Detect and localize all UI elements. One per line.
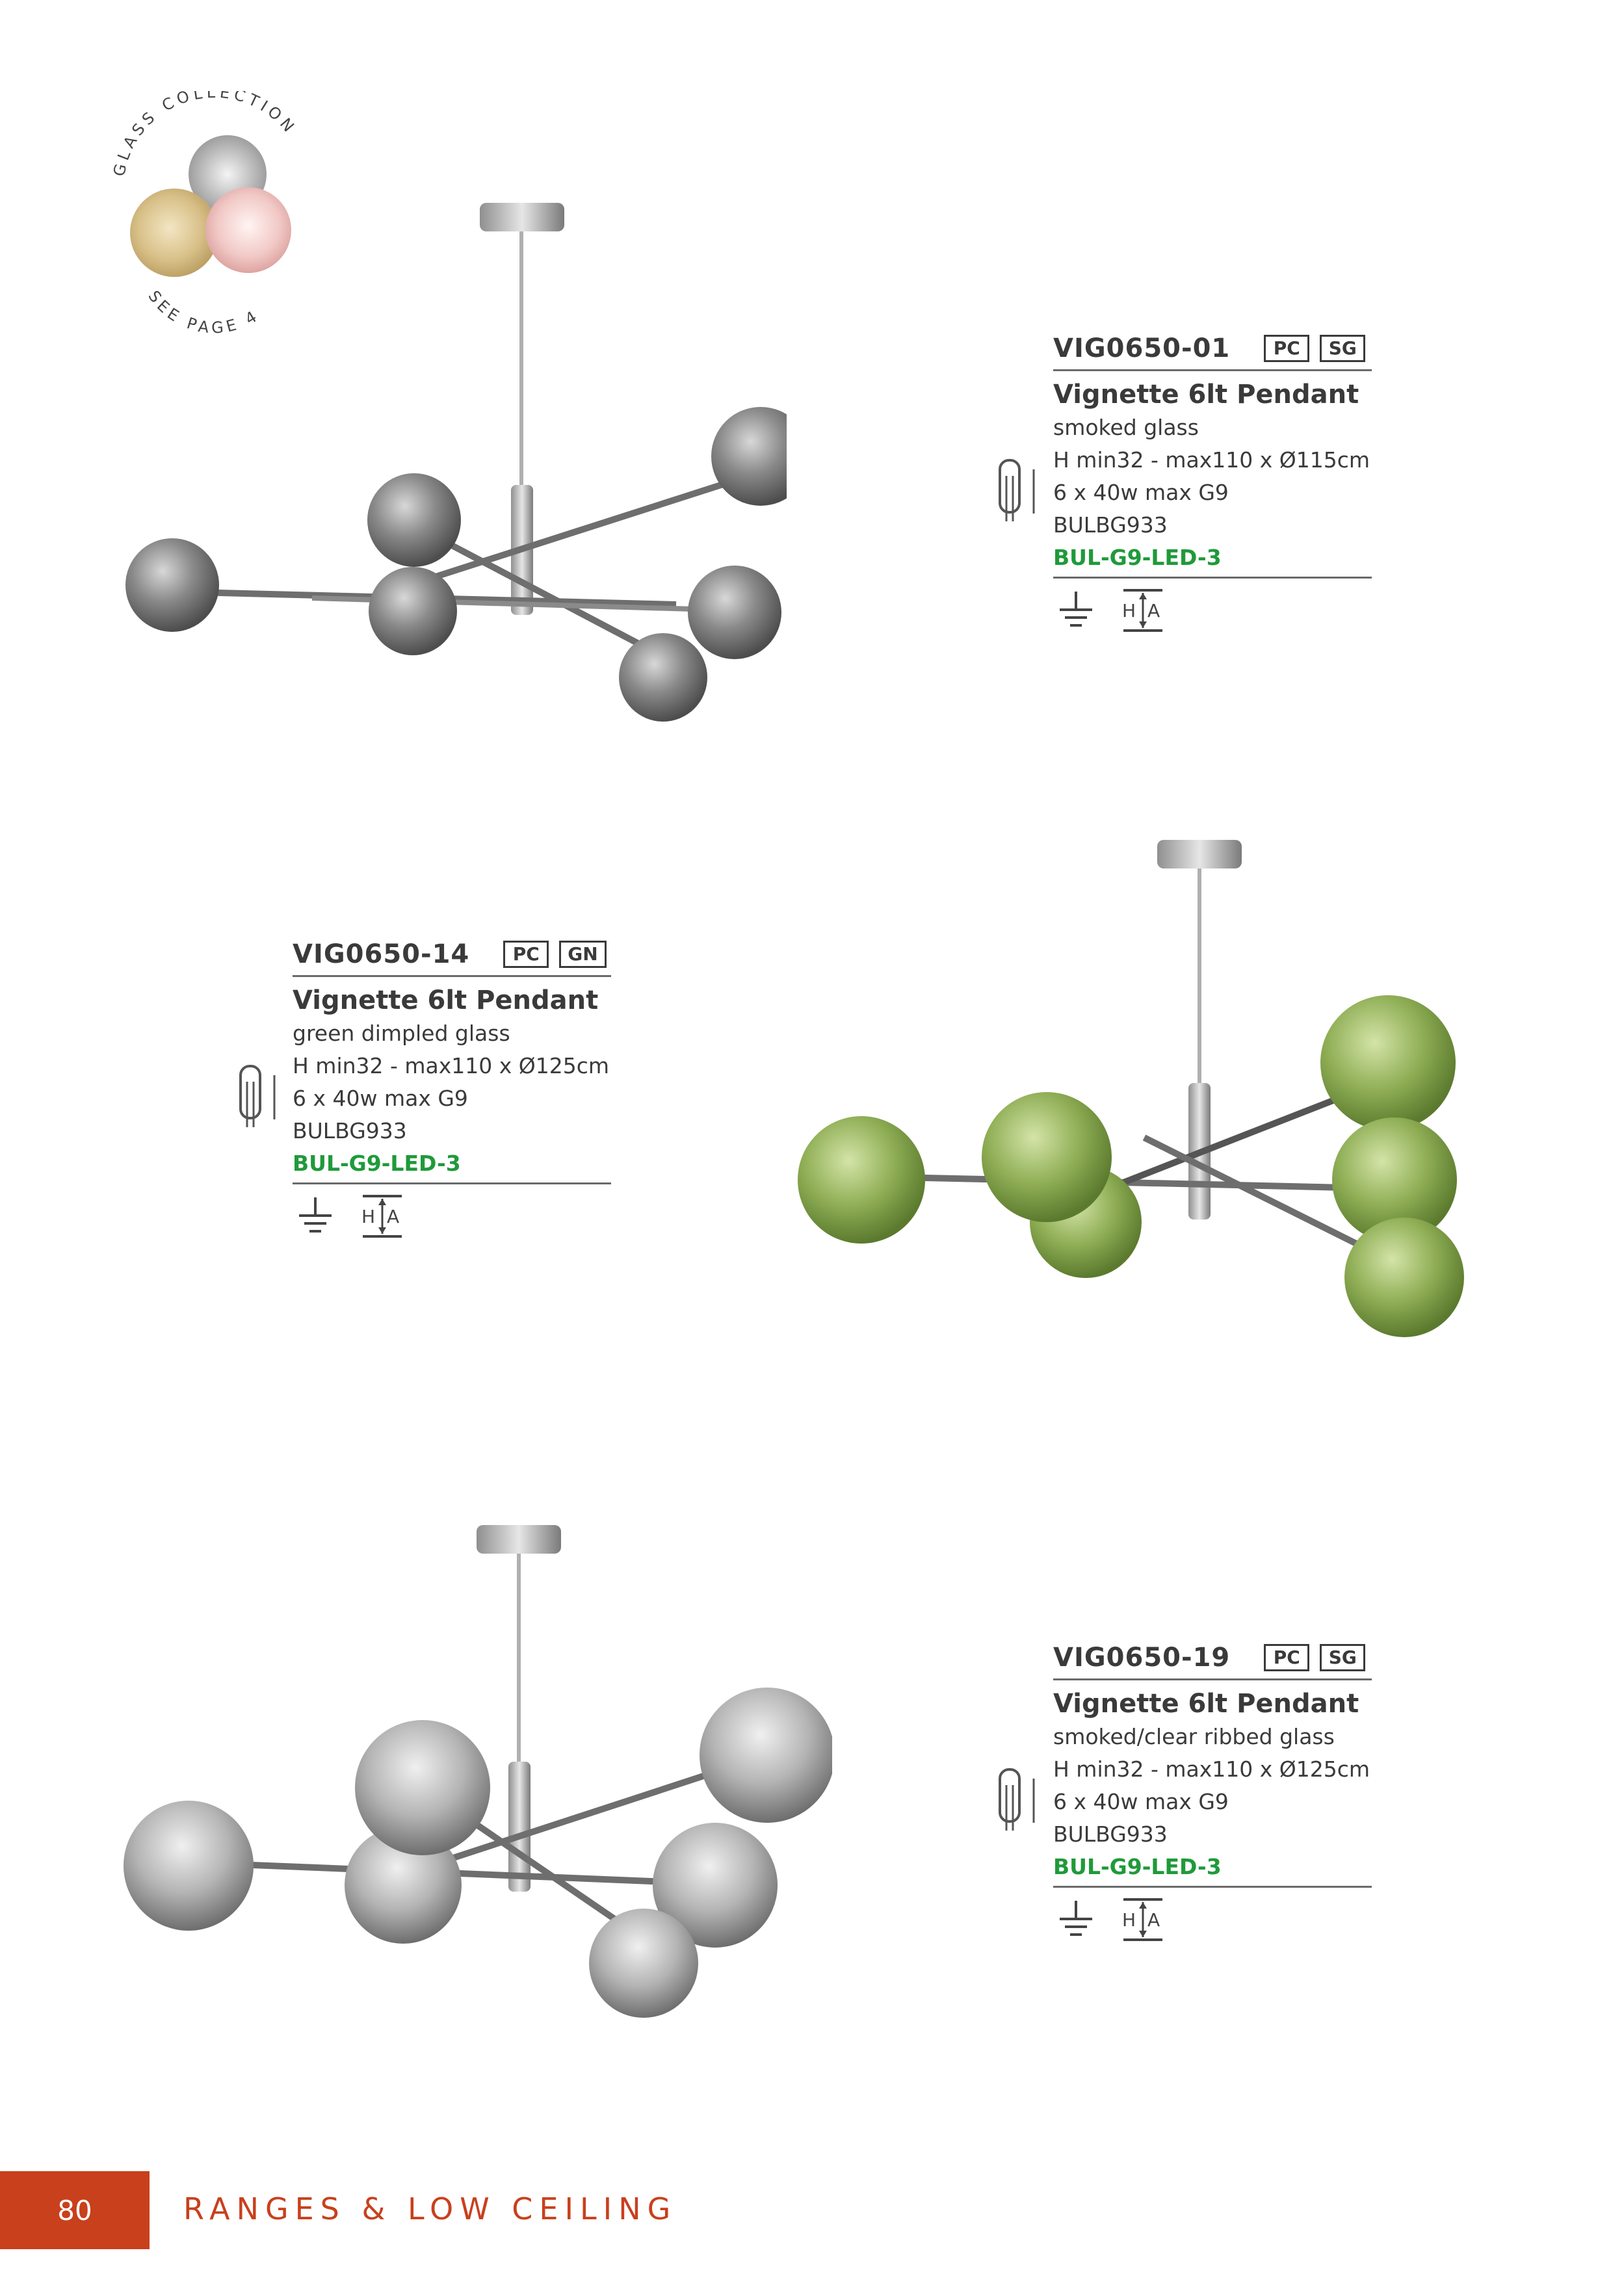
- finish-tag: PC: [1264, 1644, 1309, 1671]
- dimensions: H min32 - max110 x Ø115cm: [1053, 447, 1370, 473]
- bulb-spec: 6 x 40w max G9: [1053, 480, 1229, 505]
- page-number-tab: [0, 2171, 150, 2249]
- product-name: Vignette 6lt Pendant: [293, 985, 599, 1015]
- product-image-vig0650-19: [111, 1508, 832, 2028]
- product-block-vig0650-14: [293, 936, 618, 1239]
- glass-description: smoked glass: [1053, 415, 1199, 440]
- symbol-row: [1053, 588, 1378, 633]
- glass-description: smoked/clear ribbed glass: [1053, 1724, 1335, 1749]
- badge-top-text: GLASS COLLECTION: [110, 91, 300, 178]
- svg-text:H: H: [1122, 1909, 1136, 1931]
- glass-tag: SG: [1320, 1644, 1365, 1671]
- g9-bulb-icon: [995, 456, 1040, 528]
- product-image-vig0650-14: [780, 826, 1476, 1346]
- divider: [1053, 1678, 1372, 1680]
- dimensions: H min32 - max110 x Ø125cm: [293, 1053, 610, 1078]
- product-code: VIG0650-01: [1053, 333, 1231, 363]
- earth-icon: [293, 1194, 338, 1239]
- product-code: VIG0650-14: [293, 939, 470, 969]
- bulb-spec: 6 x 40w max G9: [293, 1086, 468, 1111]
- product-name: Vignette 6lt Pendant: [1053, 1689, 1359, 1719]
- glass-tag: SG: [1320, 335, 1365, 362]
- height-adjustable-icon: [1117, 588, 1169, 633]
- product-block-vig0650-01: [1053, 330, 1378, 633]
- divider: [293, 975, 611, 977]
- bulb-spec: 6 x 40w max G9: [1053, 1789, 1229, 1814]
- glass-tag: GN: [559, 941, 606, 968]
- badge-bottom-text: SEE PAGE 4: [144, 287, 263, 337]
- section-title: RANGES & LOW CEILING: [183, 2191, 677, 2226]
- finish-tag: PC: [1264, 335, 1309, 362]
- divider: [1053, 577, 1372, 579]
- g9-bulb-icon: [995, 1766, 1040, 1837]
- product-image-vig0650-01: [111, 189, 787, 728]
- led-bulb-code[interactable]: BUL-G9-LED-3: [1053, 545, 1222, 570]
- height-adjustable-icon: [356, 1194, 408, 1239]
- bulb-code: BULBG933: [1053, 1821, 1168, 1847]
- product-name: Vignette 6lt Pendant: [1053, 380, 1359, 410]
- earth-icon: [1053, 1897, 1099, 1942]
- svg-text:H: H: [361, 1206, 376, 1227]
- product-header: [1053, 1639, 1378, 1676]
- svg-text:A: A: [1147, 1909, 1160, 1931]
- height-adjustable-icon: [1117, 1897, 1169, 1942]
- product-block-vig0650-19: [1053, 1639, 1378, 1942]
- product-header: [293, 936, 618, 972]
- led-bulb-code[interactable]: BUL-G9-LED-3: [293, 1151, 461, 1176]
- product-header: [1053, 330, 1378, 367]
- earth-icon: [1053, 588, 1099, 633]
- finish-tag: PC: [503, 941, 549, 968]
- led-bulb-code[interactable]: BUL-G9-LED-3: [1053, 1854, 1222, 1879]
- dimensions: H min32 - max110 x Ø125cm: [1053, 1756, 1370, 1782]
- divider: [1053, 1886, 1372, 1888]
- bulb-code: BULBG933: [1053, 512, 1168, 538]
- symbol-row: [293, 1194, 618, 1239]
- symbol-row: [1053, 1897, 1378, 1942]
- bulb-code: BULBG933: [293, 1118, 407, 1143]
- glass-description: green dimpled glass: [293, 1021, 510, 1046]
- svg-text:H: H: [1122, 600, 1136, 621]
- divider: [293, 1182, 611, 1184]
- page-number: 80: [57, 2194, 92, 2226]
- divider: [1053, 369, 1372, 371]
- product-code: VIG0650-19: [1053, 1643, 1231, 1673]
- g9-bulb-icon: [235, 1062, 281, 1134]
- svg-text:A: A: [1147, 600, 1160, 621]
- svg-text:A: A: [387, 1206, 400, 1227]
